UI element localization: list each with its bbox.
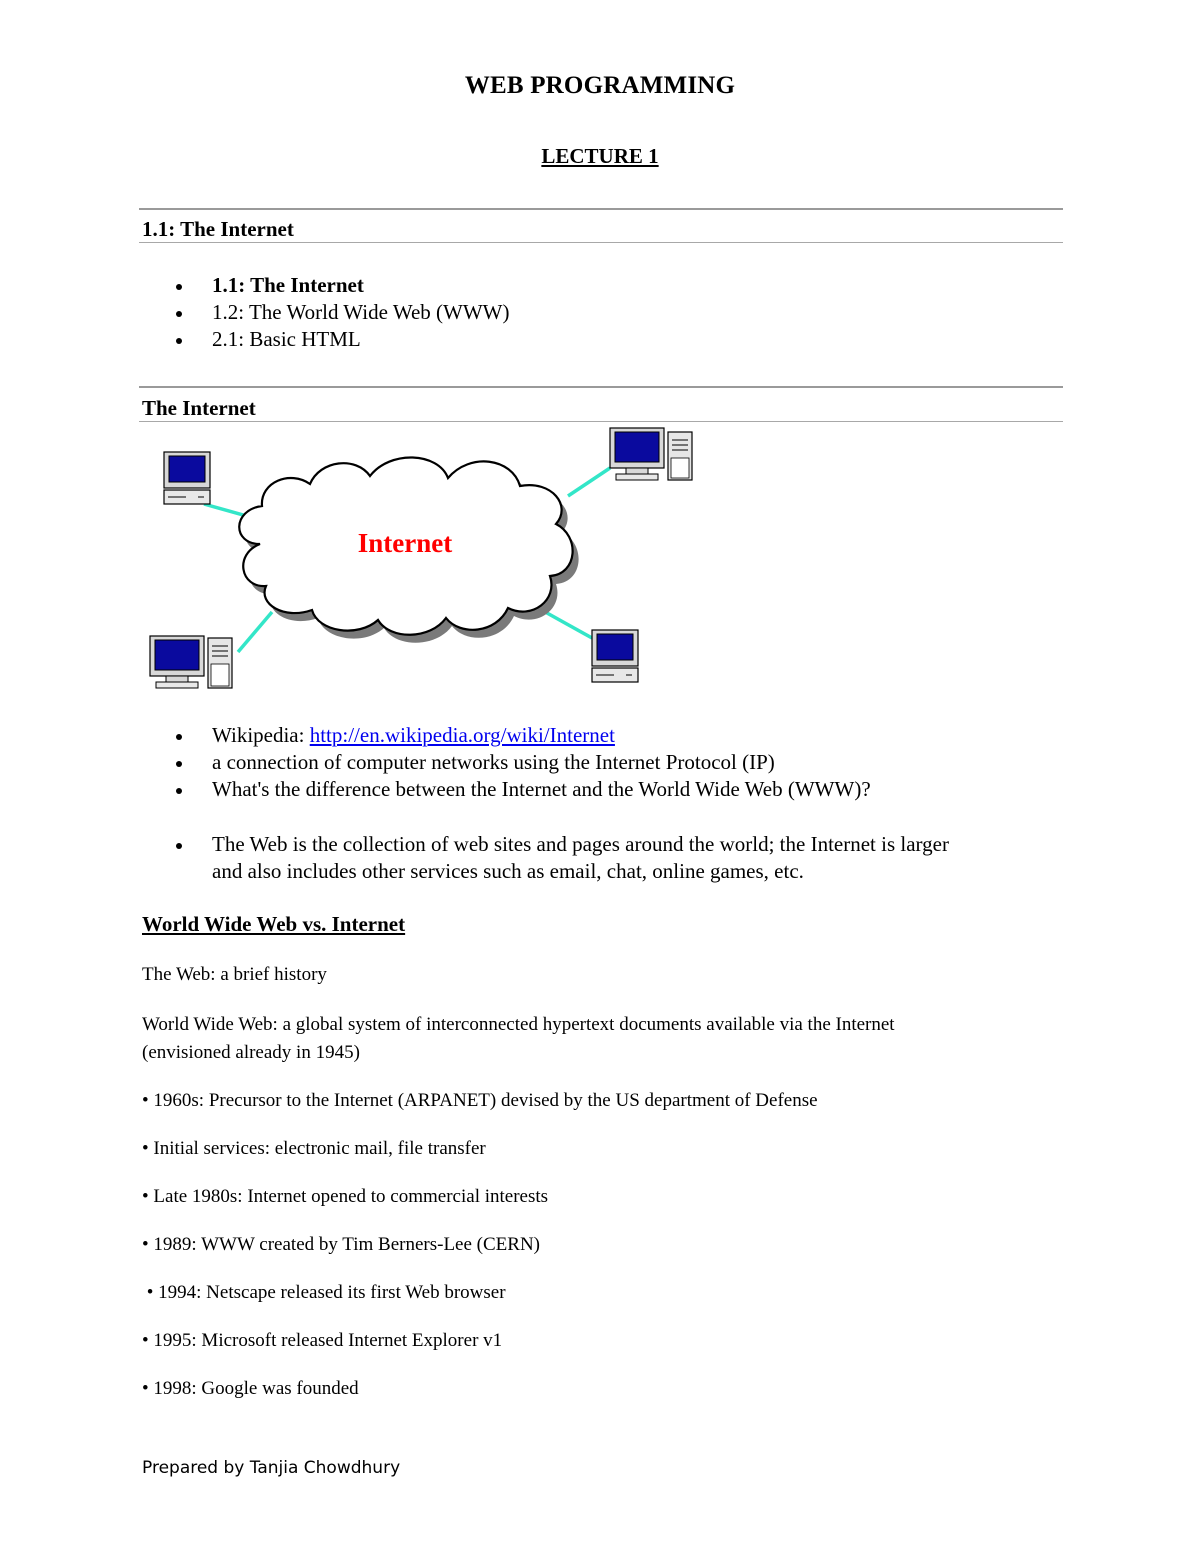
wiki-prefix: Wikipedia: <box>212 723 310 747</box>
desktop-computer-icon <box>592 630 638 682</box>
network-link <box>568 468 610 496</box>
network-link <box>238 612 272 652</box>
list-item: a connection of computer networks using the Internet Protocol (IP) <box>170 749 871 776</box>
tower-computer-icon <box>610 428 692 480</box>
history-intro: The Web: a brief history <box>142 964 327 985</box>
tower-computer-icon <box>150 636 232 688</box>
cloud-label: Internet <box>357 528 453 558</box>
wikipedia-link[interactable]: http://en.wikipedia.org/wiki/Internet <box>309 723 615 747</box>
list-item <box>170 722 871 749</box>
history-item: • 1960s: Precursor to the Internet (ARPANET) devised by the US department of Defense <box>142 1090 818 1111</box>
history-item: • 1994: Netscape released its first Web browser <box>142 1282 506 1303</box>
list-item-line: The Web is the collection of web sites and pages around the world; the Internet is larger <box>212 832 949 856</box>
definition-line: World Wide Web: a global system of interconnected hypertext documents available via the Internet <box>142 1014 895 1035</box>
divider <box>139 242 1063 243</box>
internet-network-diagram <box>140 424 710 704</box>
page-footer: Prepared by Tanjia Chowdhury <box>142 1458 401 1478</box>
history-item: • Initial services: electronic mail, file transfer <box>142 1138 486 1159</box>
divider <box>139 386 1063 388</box>
list-item-line: and also includes other services such as email, chat, online games, etc. <box>212 859 804 883</box>
divider <box>139 208 1063 210</box>
toc-item-3[interactable]: 2.1: Basic HTML <box>170 326 509 353</box>
lecture-label: LECTURE 1 <box>541 144 659 168</box>
internet-bullets <box>170 722 871 803</box>
history-item: • 1998: Google was founded <box>142 1378 359 1399</box>
internet-heading: The Internet <box>142 396 256 420</box>
toc-item-1[interactable]: 1.1: The Internet <box>170 272 509 299</box>
history-item: • 1995: Microsoft released Internet Explorer v1 <box>142 1330 503 1351</box>
web-vs-internet-heading: World Wide Web vs. Internet <box>142 912 406 936</box>
toc-list <box>170 272 509 353</box>
history-item: • Late 1980s: Internet opened to commercial interests <box>142 1186 549 1207</box>
desktop-computer-icon <box>164 452 210 504</box>
list-item: What's the difference between the Internet and the World Wide Web (WWW)? <box>170 776 871 803</box>
definition-line: (envisioned already in 1945) <box>142 1042 360 1063</box>
internet-bullets-2 <box>170 831 949 885</box>
list-item <box>170 831 949 885</box>
toc-heading: 1.1: The Internet <box>142 217 294 241</box>
www-definition <box>142 1011 1042 1067</box>
toc-item-2[interactable]: 1.2: The World Wide Web (WWW) <box>170 299 509 326</box>
divider <box>139 421 1063 422</box>
document-title: WEB PROGRAMMING <box>464 72 736 99</box>
history-item: • 1989: WWW created by Tim Berners-Lee (CERN) <box>142 1234 540 1255</box>
